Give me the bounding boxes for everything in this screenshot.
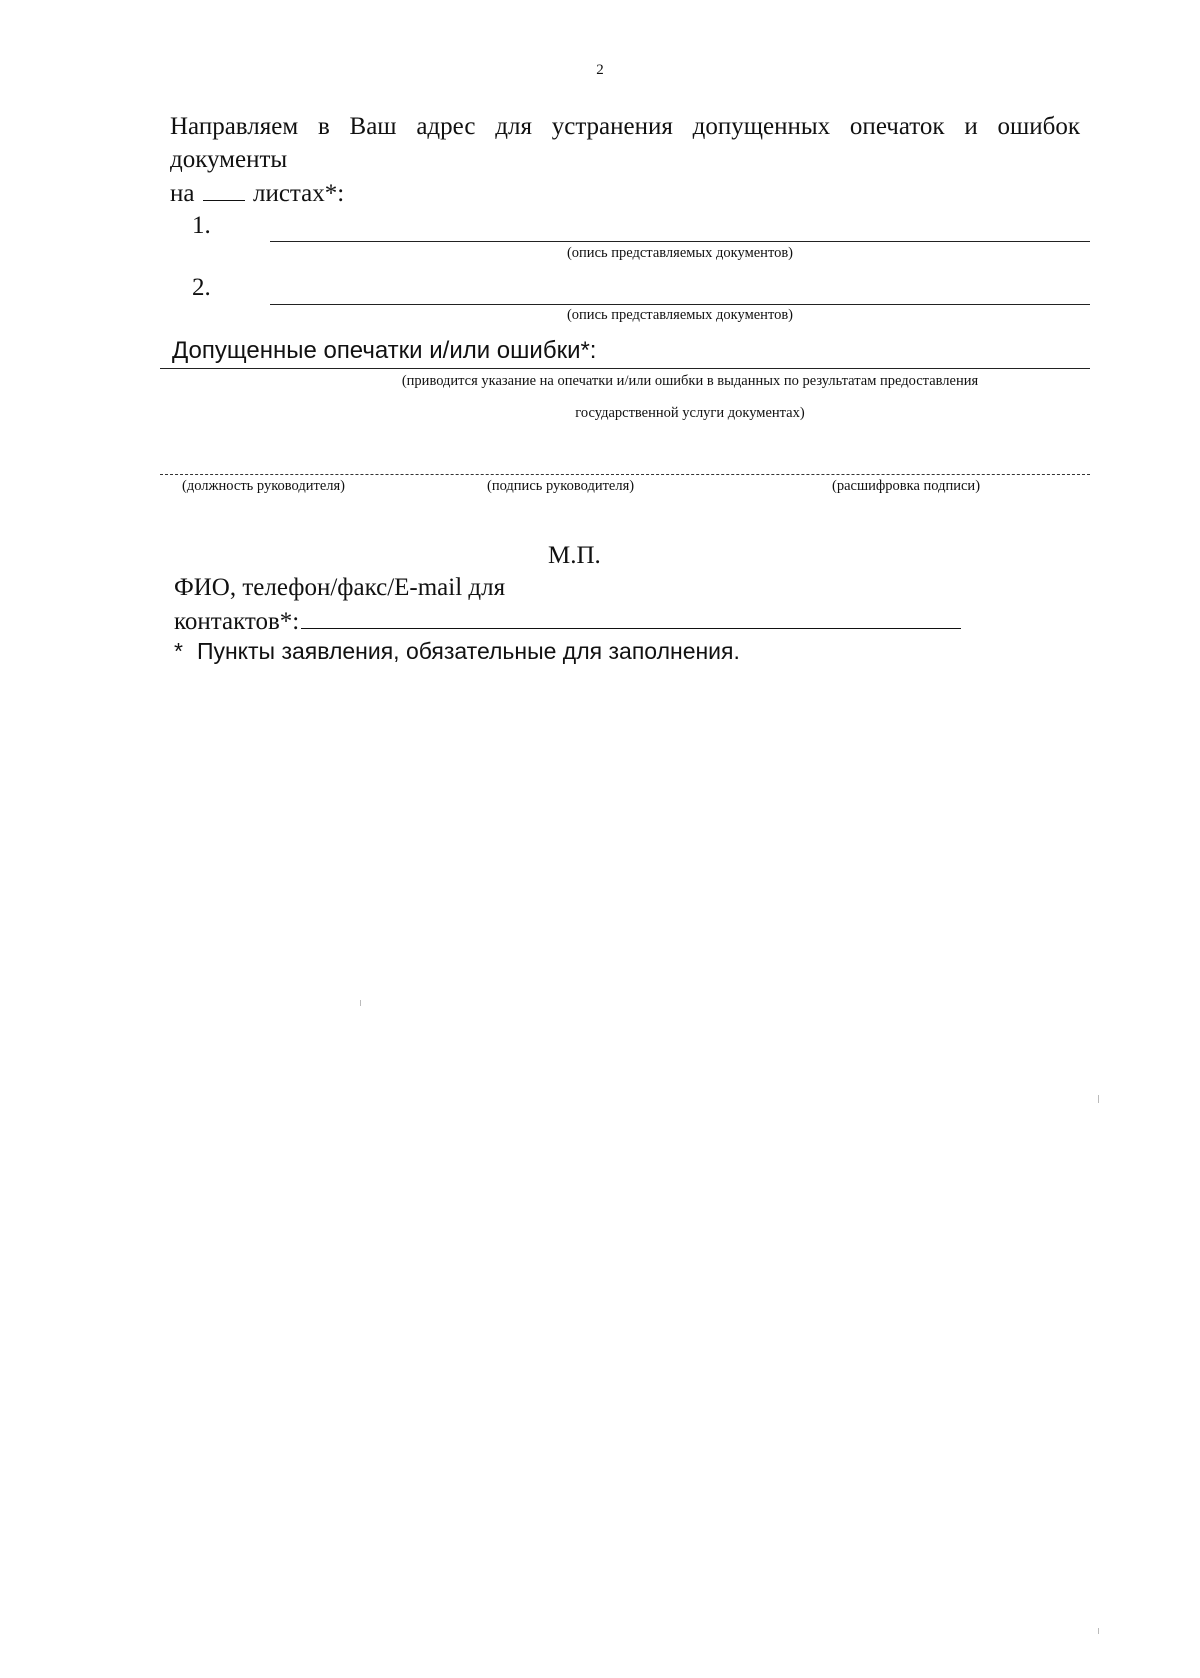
scan-speck — [1098, 1628, 1099, 1634]
contacts-blank[interactable] — [301, 606, 961, 629]
contacts-label-line1: ФИО, телефон/факс/E-mail для — [174, 574, 506, 601]
intro-text-line1: Направляем в Ваш адрес для устранения допущенных опечаток и ошибок — [170, 113, 1080, 140]
stamp-place: М.П. — [548, 542, 601, 569]
item-2-caption: (опись представляемых документов) — [566, 307, 794, 323]
errors-caption-line2: государственной услуги документах) — [575, 405, 805, 421]
contacts-label-line2: контактов*: — [174, 608, 300, 635]
footnote-text: Пункты заявления, обязательные для заполнения. — [196, 638, 740, 664]
item-1-caption: (опись представляемых документов) — [566, 245, 794, 261]
errors-caption-line1: (приводится указание на опечатки и/или ошибки в выданных по результатам предоставления — [401, 373, 979, 389]
signature-blank-line[interactable] — [160, 474, 1090, 475]
item-1-blank-line[interactable] — [270, 241, 1090, 242]
item-2-blank-line[interactable] — [270, 304, 1090, 305]
page-number: 2 — [596, 62, 604, 78]
contacts-line — [174, 606, 961, 636]
footnote-star: * — [174, 638, 183, 664]
scan-speck — [1098, 1095, 1099, 1103]
errors-heading: Допущенные опечатки и/или ошибки*: — [172, 337, 597, 364]
signature-caption: (подпись руководителя) — [487, 478, 635, 494]
position-caption: (должность руководителя) — [182, 478, 345, 494]
sheets-count-blank[interactable] — [203, 178, 245, 201]
sheets-suffix: листах*: — [252, 180, 345, 207]
item-2-number: 2. — [192, 274, 211, 301]
sheets-count-line — [170, 178, 344, 208]
footnote — [174, 638, 740, 665]
signature-decode-caption: (расшифровка подписи) — [832, 478, 981, 494]
scan-speck — [360, 1000, 361, 1006]
intro-text-line2: документы — [170, 146, 288, 173]
errors-blank-line[interactable] — [160, 368, 1090, 369]
sheets-prefix: на — [170, 180, 195, 207]
item-1-number: 1. — [192, 212, 211, 239]
